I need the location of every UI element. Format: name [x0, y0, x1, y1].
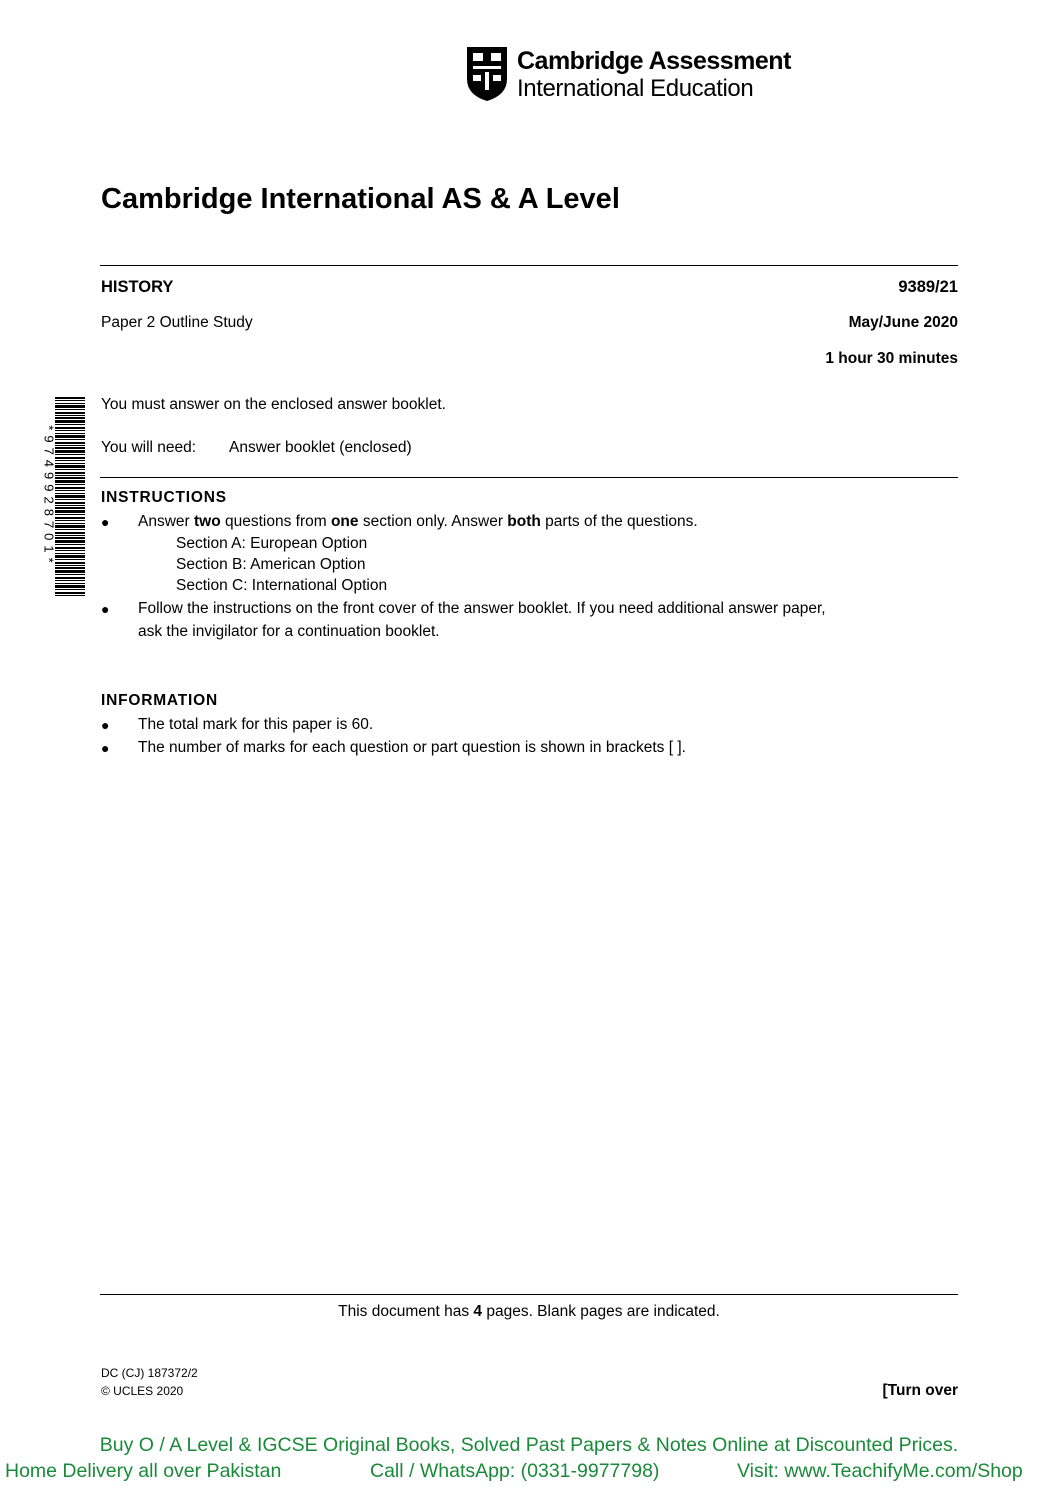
candidate-barcode — [33, 395, 85, 599]
exam-session: May/June 2020 — [848, 314, 958, 331]
bullet-icon: ● — [101, 601, 110, 617]
turn-over: [Turn over — [882, 1382, 958, 1399]
paper-code: 9389/21 — [898, 278, 958, 296]
information-item-1: The total mark for this paper is 60. — [138, 716, 374, 733]
advert-line: Buy O / A Level & IGCSE Original Books, Solved Past Papers & Notes Online at Discounted Prices. — [99, 1434, 959, 1456]
answer-note: You must answer on the enclosed answer booklet. — [101, 396, 446, 413]
document-code: DC (CJ) 187372/2 — [101, 1366, 198, 1380]
bullet-icon: ● — [101, 717, 110, 733]
page-count-note: This document has 4 pages. Blank pages are indicated. — [338, 1303, 720, 1320]
section-c: Section C: International Option — [176, 577, 388, 594]
crest-icon — [465, 45, 509, 103]
advert-call: Call / WhatsApp: (0331-9977798) — [370, 1460, 660, 1482]
bullet-icon: ● — [101, 740, 110, 756]
instruction-item-2-line2: ask the invigilator for a continuation booklet. — [138, 623, 440, 640]
instructions-heading: INSTRUCTIONS — [101, 489, 227, 506]
bullet-icon: ● — [101, 514, 110, 530]
duration: 1 hour 30 minutes — [825, 350, 958, 367]
advert-delivery: Home Delivery all over Pakistan — [5, 1460, 282, 1482]
instruction-item-1: Answer two questions from one section only. Answer both parts of the questions. — [138, 513, 698, 530]
divider — [100, 265, 958, 266]
information-item-2: The number of marks for each question or part question is shown in brackets [ ]. — [138, 739, 686, 756]
need-label: You will need: — [101, 439, 197, 456]
subject: HISTORY — [101, 278, 174, 296]
section-b: Section B: American Option — [176, 556, 366, 573]
section-a: Section A: European Option — [176, 535, 368, 552]
qualification-title: Cambridge International AS & A Level — [101, 183, 620, 215]
logo-line2: International Education — [517, 75, 754, 102]
need-value: Answer booklet (enclosed) — [229, 439, 412, 456]
logo-line1: Cambridge Assessment — [517, 47, 791, 75]
instruction-item-2-line1: Follow the instructions on the front cover of the answer booklet. If you need additional answer paper, — [138, 600, 826, 617]
advert-visit-link[interactable]: Visit: www.TeachifyMe.com/Shop — [737, 1460, 1023, 1482]
divider — [100, 477, 958, 478]
information-heading: INFORMATION — [101, 692, 218, 709]
copyright: © UCLES 2020 — [101, 1384, 184, 1398]
paper-title: Paper 2 Outline Study — [101, 314, 253, 331]
barcode-text: *9749928701* — [41, 425, 57, 568]
divider — [100, 1294, 958, 1295]
